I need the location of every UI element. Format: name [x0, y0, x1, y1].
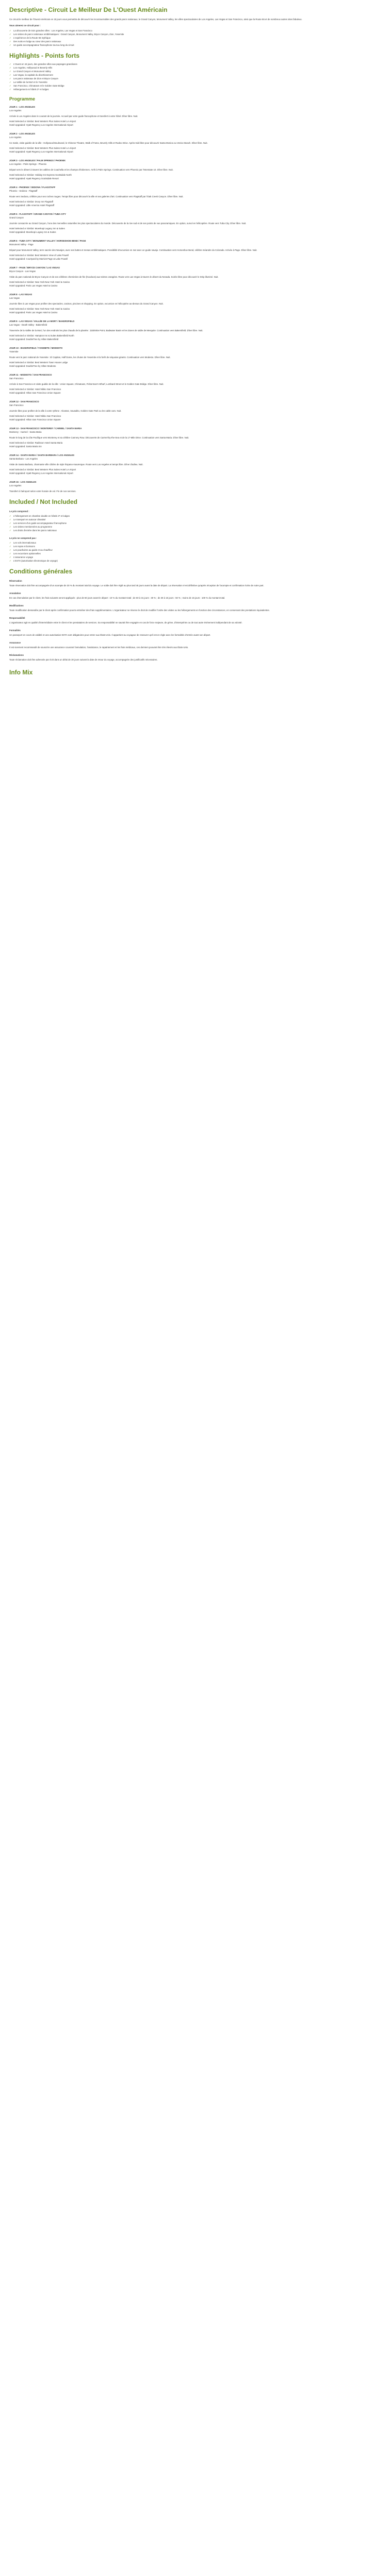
- list-item: ✓ Les parcs nationaux de Zion et Bryce Canyon: [9, 77, 382, 80]
- hotel-line: Hotel Upgraded: DoubleTree by Hilton Modesto: [9, 365, 56, 367]
- day-hotels: [9, 200, 382, 207]
- condition-heading: Réclamations: [9, 654, 24, 656]
- conditions-body: [9, 579, 382, 662]
- programme-day: [9, 453, 382, 475]
- list-item: ✓ Les droits d'entrée dans les parcs nationaux: [9, 529, 382, 532]
- included-list: [9, 514, 382, 532]
- day-title: JOUR 6 - TUBA CITY / MONUMENT VALLEY / HORSESHOE BEND / PAGE: [9, 240, 86, 242]
- day-location: Las Vegas - Death Valley - Bakersfield: [9, 324, 47, 326]
- condition-text: Toute réservation doit être accompagnée d'un acompte de 30 % du montant total du voyage. Le solde doit être réglé au plus tard 45 jours avant la date de départ. La réservation n'est définitive qu'après réception de l'acompte et confirmation écrite de notre part.: [9, 584, 264, 587]
- day-description: Transfert à l'aéroport selon votre horaire de vol. Fin de nos services.: [9, 490, 76, 493]
- excluded-subheading: Le prix ne comprend pas :: [9, 537, 37, 539]
- programme-heading: Programme: [9, 96, 36, 101]
- page-title: Descriptive - Circuit Le Meilleur De L'Ouest Américain: [9, 6, 168, 13]
- list-item: ✓ Les visites mentionnées au programme: [9, 525, 382, 529]
- day-title: JOUR 9 - LAS VEGAS / VALLÉE DE LA MORT / BAKERSFIELD: [9, 320, 75, 323]
- day-location: Los Angeles: [9, 109, 22, 112]
- hotel-line: Hotel Selected or Similar: Best Western View of Lake Powell: [9, 254, 69, 257]
- list-item: ✓ L'hébergement en chambre double en hôtels 3* et lodges: [9, 514, 382, 518]
- day-description: Route vers Sedona, célèbre pour ses roches rouges. Temps libre pour découvrir la ville et ses galeries d'art. Continuation vers Flagstaff par l'Oak Creek Canyon. Dîner libre. Nuit.: [9, 195, 184, 198]
- list-item: ✓ Les pourboires au guide et au chauffeur: [9, 548, 382, 552]
- day-location: Monterey - Carmel - Santa Maria: [9, 431, 42, 433]
- programme-day: [9, 212, 382, 234]
- condition-heading: Annulation: [9, 592, 21, 595]
- list-item: ✓ L'Ouest en 15 jours, des grandes villes aux paysages grandioses: [9, 62, 382, 66]
- programme-day: [9, 239, 382, 261]
- day-hotels: [9, 253, 382, 261]
- list-item: ✓ Le transport en autocar climatisé: [9, 518, 382, 521]
- points-list: [9, 29, 382, 47]
- conditions-heading: Conditions générales: [9, 568, 73, 575]
- hotel-line: Hotel Upgraded: Courtyard by Marriott Page at Lake Powell: [9, 258, 68, 260]
- day-title: JOUR 14 - SANTA MARIA / SANTA BARBARA / LOS ANGELES: [9, 454, 75, 456]
- condition-heading: Assurance: [9, 641, 21, 644]
- programme-day: [9, 319, 382, 341]
- day-description: Visite de Santa Barbara, charmante ville côtière de style hispano-mauresque. Route vers Los Angeles et temps libre. Dîner d'adieu. Nuit.: [9, 463, 143, 466]
- included-subheading: Le prix comprend :: [9, 510, 29, 513]
- condition-text: En cas d'annulation par le client, les frais suivants seront appliqués : plus de 60 jours avant le départ : 10 % du montant total ; de 60 à 31 jours : 30 % ; de 30 à 15 jours : 50 % ; moins de 15 jours : 100 % du montant total.: [9, 597, 225, 599]
- programme-day: [9, 185, 382, 207]
- condition-heading: Réservation: [9, 580, 22, 582]
- day-hotels: [9, 227, 382, 234]
- list-item: ✓ L'expérience de la Route 66 mythique: [9, 36, 382, 40]
- day-hotels: [9, 120, 382, 127]
- day-hotels: [9, 146, 382, 154]
- day-description: Départ pour Monument Valley, terre sacrée des Navajos, avec ses buttes et mesas emblématiques. Possibilité d'excursion en 4x4 avec un guide navajo. Continuation vers Horseshoe Bend, célèbre méandre du Colorado. Arrivée à Page. Dîner libre. Nuit.: [9, 249, 257, 251]
- day-location: Yosemite: [9, 350, 19, 353]
- list-item: ✓ Hébergement en hôtels 3* et lodges: [9, 88, 382, 91]
- hotel-line: Hotel Selected or Similar: Hotel Nikko San Francisco: [9, 388, 61, 391]
- day-hotels: [9, 414, 382, 421]
- hotel-line: Hotel Upgraded: Paris Las Vegas Hotel & Casino: [9, 311, 58, 314]
- programme-day: [9, 266, 382, 287]
- list-item: ✓ Les visites de parcs nationaux emblématiques : Grand Canyon, Monument Valley, Bryce Canyon, Zion, Yosemite: [9, 32, 382, 36]
- day-description: Route le long de la côte Pacifique vers Monterey et sa célèbre Cannery Row. Découverte de Carmel-by-the-Sea et de la 17-Mile Drive. Continuation vers Santa Maria. Dîner libre. Nuit.: [9, 436, 189, 439]
- day-title: JOUR 12 - SAN FRANCISCO: [9, 400, 39, 403]
- day-title: JOUR 2 - LOS ANGELES: [9, 132, 35, 135]
- list-item: ✓ L'assurance voyage: [9, 555, 382, 559]
- hotel-line: Hotel Upgraded: Santa Maria Inn: [9, 445, 42, 448]
- hotel-line: Hotel Selected or Similar: New York-New York Hotel & Casino: [9, 308, 70, 310]
- day-location: Monument Valley - Page: [9, 243, 34, 246]
- document-page: [0, 0, 382, 676]
- programme-day: [9, 159, 382, 180]
- list-item: ✓ San Francisco, Chinatown et le Golden Gate Bridge: [9, 84, 382, 88]
- hotel-line: Hotel Selected or Similar: Best Western Plus Suites Hotel LA Airport: [9, 120, 76, 123]
- hotel-line: Hotel Upgraded: DoubleTree by Hilton Bakersfield: [9, 338, 59, 341]
- programme-day: [9, 427, 382, 448]
- condition-heading: Responsabilité: [9, 617, 25, 619]
- points-title: Vous aimerez ce circuit pour :: [9, 24, 41, 27]
- day-description: Traversée de la Vallée de la Mort, l'un des endroits les plus chauds de la planète : Zabriskie Point, Badwater Basin et les dunes de sable de Mesquite. Continuation vers Bakersfield. Dîner libre. Nuit.: [9, 329, 203, 332]
- list-item: ✓ L'ESTA (autorisation électronique de voyage): [9, 559, 382, 563]
- day-description: Visite du parc national de Bryce Canyon et de ses célèbres cheminées de fée (hoodoos) aux teintes orangées. Route vers Las Vegas à travers le désert du Nevada. Soirée libre pour découvrir le Strip illuminé. Nuit.: [9, 276, 219, 278]
- day-description: Route vers le parc national de Yosemite : El Capitan, Half Dome, les chutes de Yosemite et la forêt de séquoias géants. Continuation vers Modesto. Dîner libre. Nuit.: [9, 356, 171, 359]
- condition-text: Toute réclamation doit être adressée par écrit dans un délai de 30 jours suivant la date de retour du voyage, accompagnée des justificatifs nécessaires.: [9, 658, 158, 661]
- day-hotels: [9, 334, 382, 341]
- hotel-line: Hotel Upgraded: Hilton San Francisco Union Square: [9, 418, 61, 421]
- condition-text: Un passeport en cours de validité et une autorisation ESTA sont obligatoires pour entrer aux États-Unis. Il appartient au voyageur de s'assurer qu'il est en règle avec les formalités d'entrée avant son départ.: [9, 634, 211, 636]
- day-title: JOUR 8 - LAS VEGAS: [9, 293, 32, 296]
- list-item: ✓ Les excursions optionnelles: [9, 552, 382, 555]
- list-item: ✓ La découverte de trois grandes villes : Los Angeles, Las Vegas et San Francisco: [9, 29, 382, 32]
- day-description: Arrivée à Los Angeles dans le courant de la journée. Accueil par votre guide francophone et transfert à votre hôtel. Dîner libre. Nuit.: [9, 115, 138, 117]
- list-item: ✓ Les repas et boissons: [9, 545, 382, 548]
- day-description: Journée consacrée au Grand Canyon, l'une des merveilles naturelles les plus spectaculaires du monde. Découverte de la rive sud et de ses points de vue panoramiques. En option, survol en hélicoptère. Route vers Tuba City. Dîner libre. Nuit.: [9, 222, 247, 225]
- day-description: Journée libre à Las Vegas pour profiter des spectacles, casinos, piscines et shopping. En option, excursion en hélicoptère au-dessus du Grand Canyon. Nuit.: [9, 302, 164, 305]
- list-item: ✓ Los Angeles, Hollywood et Beverly Hills: [9, 66, 382, 70]
- day-description: Journée libre pour profiter de la ville à votre rythme : Alcatraz, Sausalito, Golden Gate Park ou les cable cars. Nuit.: [9, 410, 122, 412]
- condition-heading: Formalités: [9, 629, 21, 632]
- day-location: Los Angeles: [9, 484, 22, 487]
- day-location: Bryce Canyon - Las Vegas: [9, 270, 36, 273]
- list-item: ✓ Un guide accompagnateur francophone tout au long du circuit: [9, 43, 382, 47]
- day-description: Arrivée à San Francisco et visite guidée de la ville : Union Square, Chinatown, Fisherman's Wharf, Lombard Street et le Golden Gate Bridge. Dîner libre. Nuit.: [9, 383, 164, 385]
- info-heading: Info Mix: [9, 669, 33, 676]
- hotel-line: Hotel Upgraded: Hyatt Regency Los Angeles International Airport: [9, 150, 73, 153]
- condition-text: Toute modification demandée par le client après confirmation pourra entraîner des frais supplémentaires. L'organisateur se réserve le droit de modifier l'ordre des visites ou les hébergements en fonction des circonstances, en conservant des prestations équivalentes.: [9, 609, 270, 612]
- programme-day: [9, 346, 382, 368]
- highlights-heading: Highlights - Points forts: [9, 52, 79, 59]
- hotel-line: Hotel Upgraded: Moenkopi Legacy Inn & Suites: [9, 231, 56, 233]
- day-title: JOUR 3 - LOS ANGELES / PALM SPRINGS / PHOENIX: [9, 159, 66, 162]
- day-title: JOUR 13 - SAN FRANCISCO / MONTEREY / CARMEL / SANTA MARIA: [9, 427, 82, 430]
- hotel-line: Hotel Selected or Similar: Best Western Plus Suites Hotel LA Airport: [9, 468, 76, 471]
- programme-day: [9, 400, 382, 421]
- list-item: ✓ La Vallée de la Mort et le Yosemite: [9, 80, 382, 84]
- day-hotels: [9, 387, 382, 395]
- condition-text: Il est vivement recommandé de souscrire une assurance couvrant l'annulation, l'assistance, le rapatriement et les frais médicaux, ces derniers pouvant être très élevés aux États-Unis.: [9, 646, 189, 649]
- day-location: Las Vegas: [9, 297, 20, 299]
- hotel-line: Hotel Selected or Similar: Radisson Hotel Santa Maria: [9, 442, 63, 444]
- day-title: JOUR 5 - FLAGSTAFF / GRAND CANYON / TUBA CITY: [9, 213, 67, 215]
- programme-day: [9, 132, 382, 154]
- day-title: JOUR 4 - PHOENIX / SEDONA / FLAGSTAFF: [9, 186, 56, 189]
- hotel-line: Hotel Selected or Similar: Drury Inn Flagstaff: [9, 200, 53, 203]
- programme-day: [9, 480, 382, 493]
- day-title: JOUR 11 - MODESTO / SAN FRANCISCO: [9, 374, 52, 376]
- list-item: ✓ Le Grand Canyon et Monument Valley: [9, 70, 382, 73]
- hotel-line: Hotel Upgraded: Little America Hotel Flagstaff: [9, 204, 55, 207]
- day-location: Santa Barbara - Los Angeles: [9, 457, 38, 460]
- list-item: ✓ Des nuits en lodge au cœur des parcs nationaux: [9, 40, 382, 43]
- intro-text: Ce circuit le meilleur de l'Ouest Américain en 15 jours vous permettra de découvrir les incontournables des grands parcs nationaux, le Grand Canyon, Monument Valley, les villes spectaculaires de Los Angeles, Las Vegas et San Francisco, ainsi que la Route 66 et de nombreux autres sites fabuleux.: [9, 18, 302, 21]
- day-location: Los Angeles: [9, 136, 22, 139]
- hotel-line: Hotel Upgraded: Hyatt Regency Scottsdale Resort: [9, 177, 59, 180]
- hotel-line: Hotel Selected or Similar: Hotel Nikko San Francisco: [9, 415, 61, 417]
- day-hotels: [9, 361, 382, 368]
- programme-day: [9, 293, 382, 314]
- programme-days: [9, 105, 382, 493]
- day-title: JOUR 1 - LOS ANGELES: [9, 106, 35, 108]
- programme-day: [9, 105, 382, 127]
- hotel-line: Hotel Selected or Similar: Hampton Inn & Suites Bakersfield North: [9, 334, 74, 337]
- highlights-list: [9, 62, 382, 91]
- excluded-list: [9, 541, 382, 563]
- hotel-line: Hotel Selected or Similar: Moenkopi Legacy Inn & Suites: [9, 227, 65, 230]
- hotel-line: Hotel Upgraded: Paris Las Vegas Hotel & Casino: [9, 284, 58, 287]
- programme-day: [9, 373, 382, 395]
- day-hotels: [9, 173, 382, 180]
- hotel-line: Hotel Selected or Similar: Best Western Plus Suites Hotel LA Airport: [9, 147, 76, 149]
- list-item: ✓ Las Vegas, la capitale du divertissement: [9, 73, 382, 77]
- condition-text: L'organisateur agit en qualité d'intermédiaire entre le client et les prestataires de services. Sa responsabilité ne saurait être engagée en cas de force majeure, de grève, d'intempéries ou de tout autre événement indépendant de sa volonté.: [9, 621, 242, 624]
- day-location: Los Angeles - Palm Springs - Phoenix: [9, 163, 47, 165]
- day-hotels: [9, 307, 382, 314]
- day-description: Ce matin, visite guidée de la ville : Hollywood Boulevard, le Chinese Theatre, Walk of Fame, Beverly Hills et Rodeo Drive. Après-midi libre pour découvrir Santa Monica ou Venice Beach. Dîner libre. Nuit.: [9, 142, 208, 144]
- hotel-line: Hotel Upgraded: Hilton San Francisco Union Square: [9, 392, 61, 394]
- day-hotels: [9, 441, 382, 448]
- hotel-line: Hotel Selected or Similar: New York-New York Hotel & Casino: [9, 281, 70, 283]
- included-heading: Included / Not Included: [9, 498, 77, 505]
- hotel-line: Hotel Upgraded: Hyatt Regency Los Angeles International Airport: [9, 124, 73, 126]
- day-title: JOUR 10 - BAKERSFIELD / YOSEMITE / MODESTO: [9, 347, 63, 349]
- day-title: JOUR 7 - PAGE / BRYCE CANYON / LAS VEGAS: [9, 266, 60, 269]
- list-item: ✓ Les vols internationaux: [9, 541, 382, 545]
- day-hotels: [9, 280, 382, 287]
- day-title: JOUR 15 - LOS ANGELES: [9, 481, 37, 483]
- day-description: Départ vers le désert à travers les vallées de Coachella et les champs d'éoliennes. Arrêt à Palm Springs. Continuation vers Phoenix par l'Interstate 10. Dîner libre. Nuit.: [9, 168, 173, 171]
- condition-heading: Modifications: [9, 604, 24, 607]
- list-item: ✓ Les services d'un guide accompagnateur francophone: [9, 521, 382, 525]
- hotel-line: Hotel Selected or Similar: Best Western Town House Lodge: [9, 361, 68, 364]
- day-location: San Francisco: [9, 404, 24, 406]
- day-location: Phoenix - Sedona - Flagstaff: [9, 190, 38, 192]
- hotel-line: Hotel Upgraded: Hyatt Regency Los Angeles International Airport: [9, 472, 73, 474]
- day-hotels: [9, 468, 382, 475]
- day-location: Grand Canyon: [9, 216, 24, 219]
- hotel-line: Hotel Selected or Similar: Holiday Inn Express Scottsdale North: [9, 174, 72, 176]
- day-location: San Francisco: [9, 377, 24, 380]
